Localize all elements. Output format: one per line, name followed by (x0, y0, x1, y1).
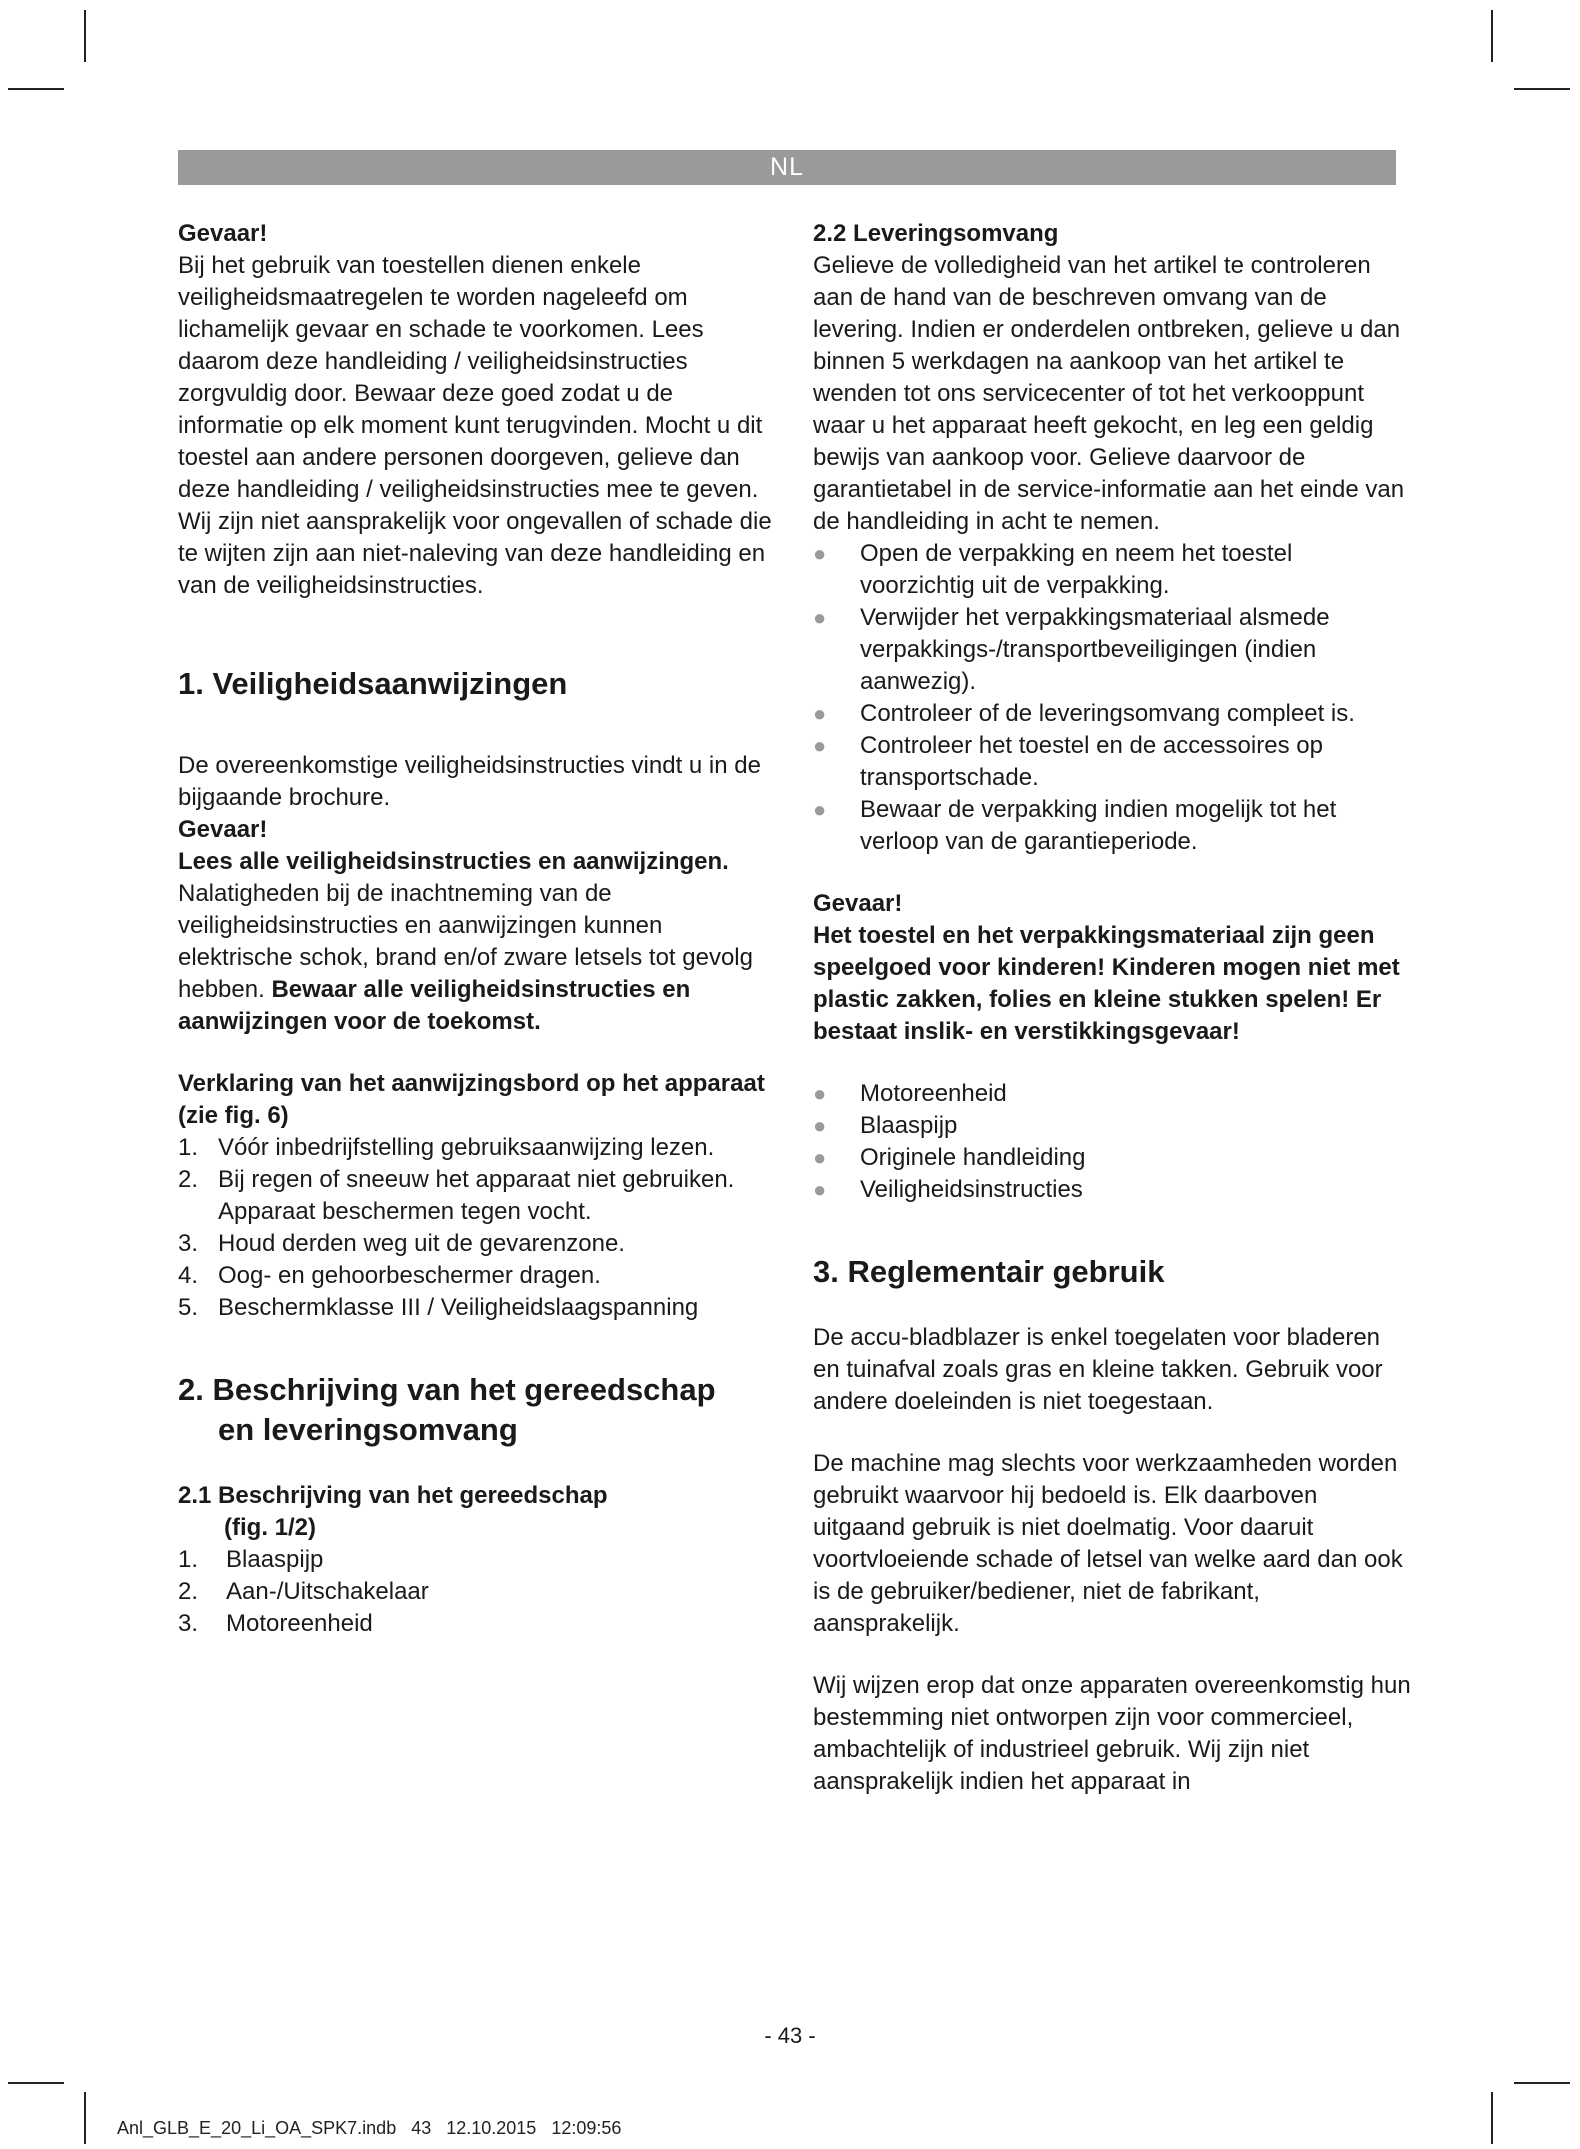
crop-mark (8, 2082, 64, 2084)
list-item: 5. Beschermklasse III / Veiligheidslaagspanning (178, 1294, 699, 1321)
list-item: 2. Aan-/Uitschakelaar (178, 1578, 429, 1605)
warning-bold-text: Het toestel en het verpakkingsmateriaal zijn geen speelgoed voor kinderen! Kinderen mogen niet met plastic zakken, folies en kleine stukken spelen! Er bestaat inslik- en verstikkingsgevaar! (813, 922, 1400, 1045)
section1-body (178, 846, 778, 1038)
list-item: ● Controleer het toestel en de accessoires op transportschade. (813, 732, 1323, 791)
sub22-heading: 2.2 Leveringsomvang (813, 220, 1059, 247)
crop-mark (84, 10, 86, 62)
list-item: ● Veiligheidsinstructies (813, 1174, 1413, 1206)
list-item: ● Verwijder het verpakkingsmateriaal alsmede verpakkings-/transportbeveiligingen (indien aanwezig). (813, 604, 1330, 695)
section3-paragraph-2: De machine mag slechts voor werkzaamheden worden gebruikt waarvoor hij bedoeld is. Elk daarboven uitgaand gebruik is niet doelmatig. Voor daaruit voortvloeiende schade of letsel van welke aard dan ook is de gebruiker/bediener, niet de fabrikant, aansprakelijk. (813, 1450, 1403, 1637)
bullet-icon: ● (813, 1081, 827, 1106)
page-number: - 43 - (764, 2023, 816, 2048)
sign-list (178, 1132, 778, 1324)
print-slug: Anl_GLB_E_20_Li_OA_SPK7.indb 43 12.10.2015 12:09:56 (117, 2118, 622, 2138)
checklist (813, 538, 1413, 858)
crop-mark (1491, 10, 1493, 62)
sign-heading: Verklaring van het aanwijzingsbord op het apparaat (zie fig. 6) (178, 1070, 765, 1129)
list-item: 4. Oog- en gehoorbeschermer dragen. (178, 1262, 601, 1289)
list-item: ● Open de verpakking en neem het toestel voorzichtig uit de verpakking. (813, 540, 1293, 599)
left-column (178, 218, 778, 1640)
section1-text: Nalatigheden bij de inachtneming van de veiligheidsinstructies en aanwijzingen kunnen elektrische schok, brand en/of zware letsels tot gevolg hebben. (178, 880, 753, 1003)
sub21-heading: 2.1 Beschrijving van het gereedschap (fig. 1/2) (178, 1482, 608, 1541)
list-item: ● Bewaar de verpakking indien mogelijk tot het verloop van de garantieperiode. (813, 796, 1337, 855)
list-item: 3. Houd derden weg uit de gevarenzone. (178, 1230, 625, 1257)
section1-warning-title: Gevaar! (178, 816, 268, 843)
bullet-icon: ● (813, 733, 827, 758)
crop-mark (1514, 88, 1570, 90)
section3-paragraph-3: Wij wijzen erop dat onze apparaten overeenkomstig hun bestemming niet ontworpen zijn voor commercieel, ambachtelijk of industrieel gebruik. Wij zijn niet aansprakelijk indien het apparaat in (813, 1672, 1411, 1795)
list-item: 1. Vóór inbedrijfstelling gebruiksaanwijzing lezen. (178, 1134, 715, 1161)
list-item: 2. Bij regen of sneeuw het apparaat niet gebruiken. Apparaat beschermen tegen vocht. (178, 1166, 735, 1225)
list-item: ● Blaaspijp (813, 1110, 1413, 1142)
list-item: ● Motoreenheid (813, 1078, 1413, 1110)
section1-bold-lead: Lees alle veiligheidsinstructies en aanwijzingen. (178, 848, 729, 875)
warning-text: Bij het gebruik van toestellen dienen enkele veiligheidsmaatregelen te worden nageleefd om lichamelijk gevaar en schade te voorkomen. Lees daarom deze handleiding / veiligheidsinstructies zorgvuldig door. Bewaar deze goed zodat u de informatie op elk moment kunt terugvinden. Mocht u dit toestel aan andere personen doorgeven, gelieve dan deze handleiding / veiligheidsinstructies mee te geven. Wij zijn niet aansprakelijk voor ongevallen of schade die te wijten zijn aan niet-naleving van deze handleiding en van de veiligheidsinstructies. (178, 252, 772, 599)
section3-heading: 3. Reglementair gebruik (813, 1254, 1165, 1289)
bullet-icon: ● (813, 1145, 827, 1170)
list-item: ● Controleer of de leveringsomvang compleet is. (813, 698, 1413, 730)
language-header-bar (178, 150, 1396, 185)
list-item: 3. Motoreenheid (178, 1610, 373, 1637)
sub22-text: Gelieve de volledigheid van het artikel te controleren aan de hand van de beschreven omvang van de levering. Indien er onderdelen ontbreken, gelieve u dan binnen 5 werkdagen na aankoop van het artikel te wenden tot ons servicecenter of tot het verkooppunt waar u het apparaat heeft gekocht, en leg een geldig bewijs van aankoop voor. Gelieve daarvoor de garantietabel in de service-informatie aan het einde van de handleiding in acht te nemen. (813, 252, 1405, 535)
tool-parts-list (178, 1544, 778, 1640)
bullet-icon: ● (813, 605, 827, 630)
section2-heading: 2. Beschrijving van het gereedschap en leveringsomvang (178, 1372, 716, 1447)
bullet-icon: ● (813, 1113, 827, 1138)
right-column (813, 218, 1413, 1798)
section1-intro: De overeenkomstige veiligheidsinstructies vindt u in de bijgaande brochure. (178, 752, 761, 811)
warning-title: Gevaar! (178, 220, 268, 247)
contents-list (813, 1078, 1413, 1206)
warning-title: Gevaar! (813, 890, 903, 917)
crop-mark (8, 88, 64, 90)
crop-mark (1491, 2092, 1493, 2144)
list-item: 1. Blaaspijp (178, 1546, 324, 1573)
language-label: NL (770, 153, 804, 181)
section1-heading: 1. Veiligheidsaanwijzingen (178, 666, 568, 701)
bullet-icon: ● (813, 541, 827, 566)
bullet-icon: ● (813, 797, 827, 822)
section1-bold-tail: Bewaar alle veiligheidsinstructies en aanwijzingen voor de toekomst. (178, 976, 691, 1035)
list-item: ● Originele handleiding (813, 1142, 1413, 1174)
crop-mark (84, 2092, 86, 2144)
section3-paragraph-1: De accu-bladblazer is enkel toegelaten voor bladeren en tuinafval zoals gras en kleine takken. Gebruik voor andere doeleinden is niet toegestaan. (813, 1324, 1383, 1415)
bullet-icon: ● (813, 701, 827, 726)
bullet-icon: ● (813, 1177, 827, 1202)
crop-mark (1514, 2082, 1570, 2084)
